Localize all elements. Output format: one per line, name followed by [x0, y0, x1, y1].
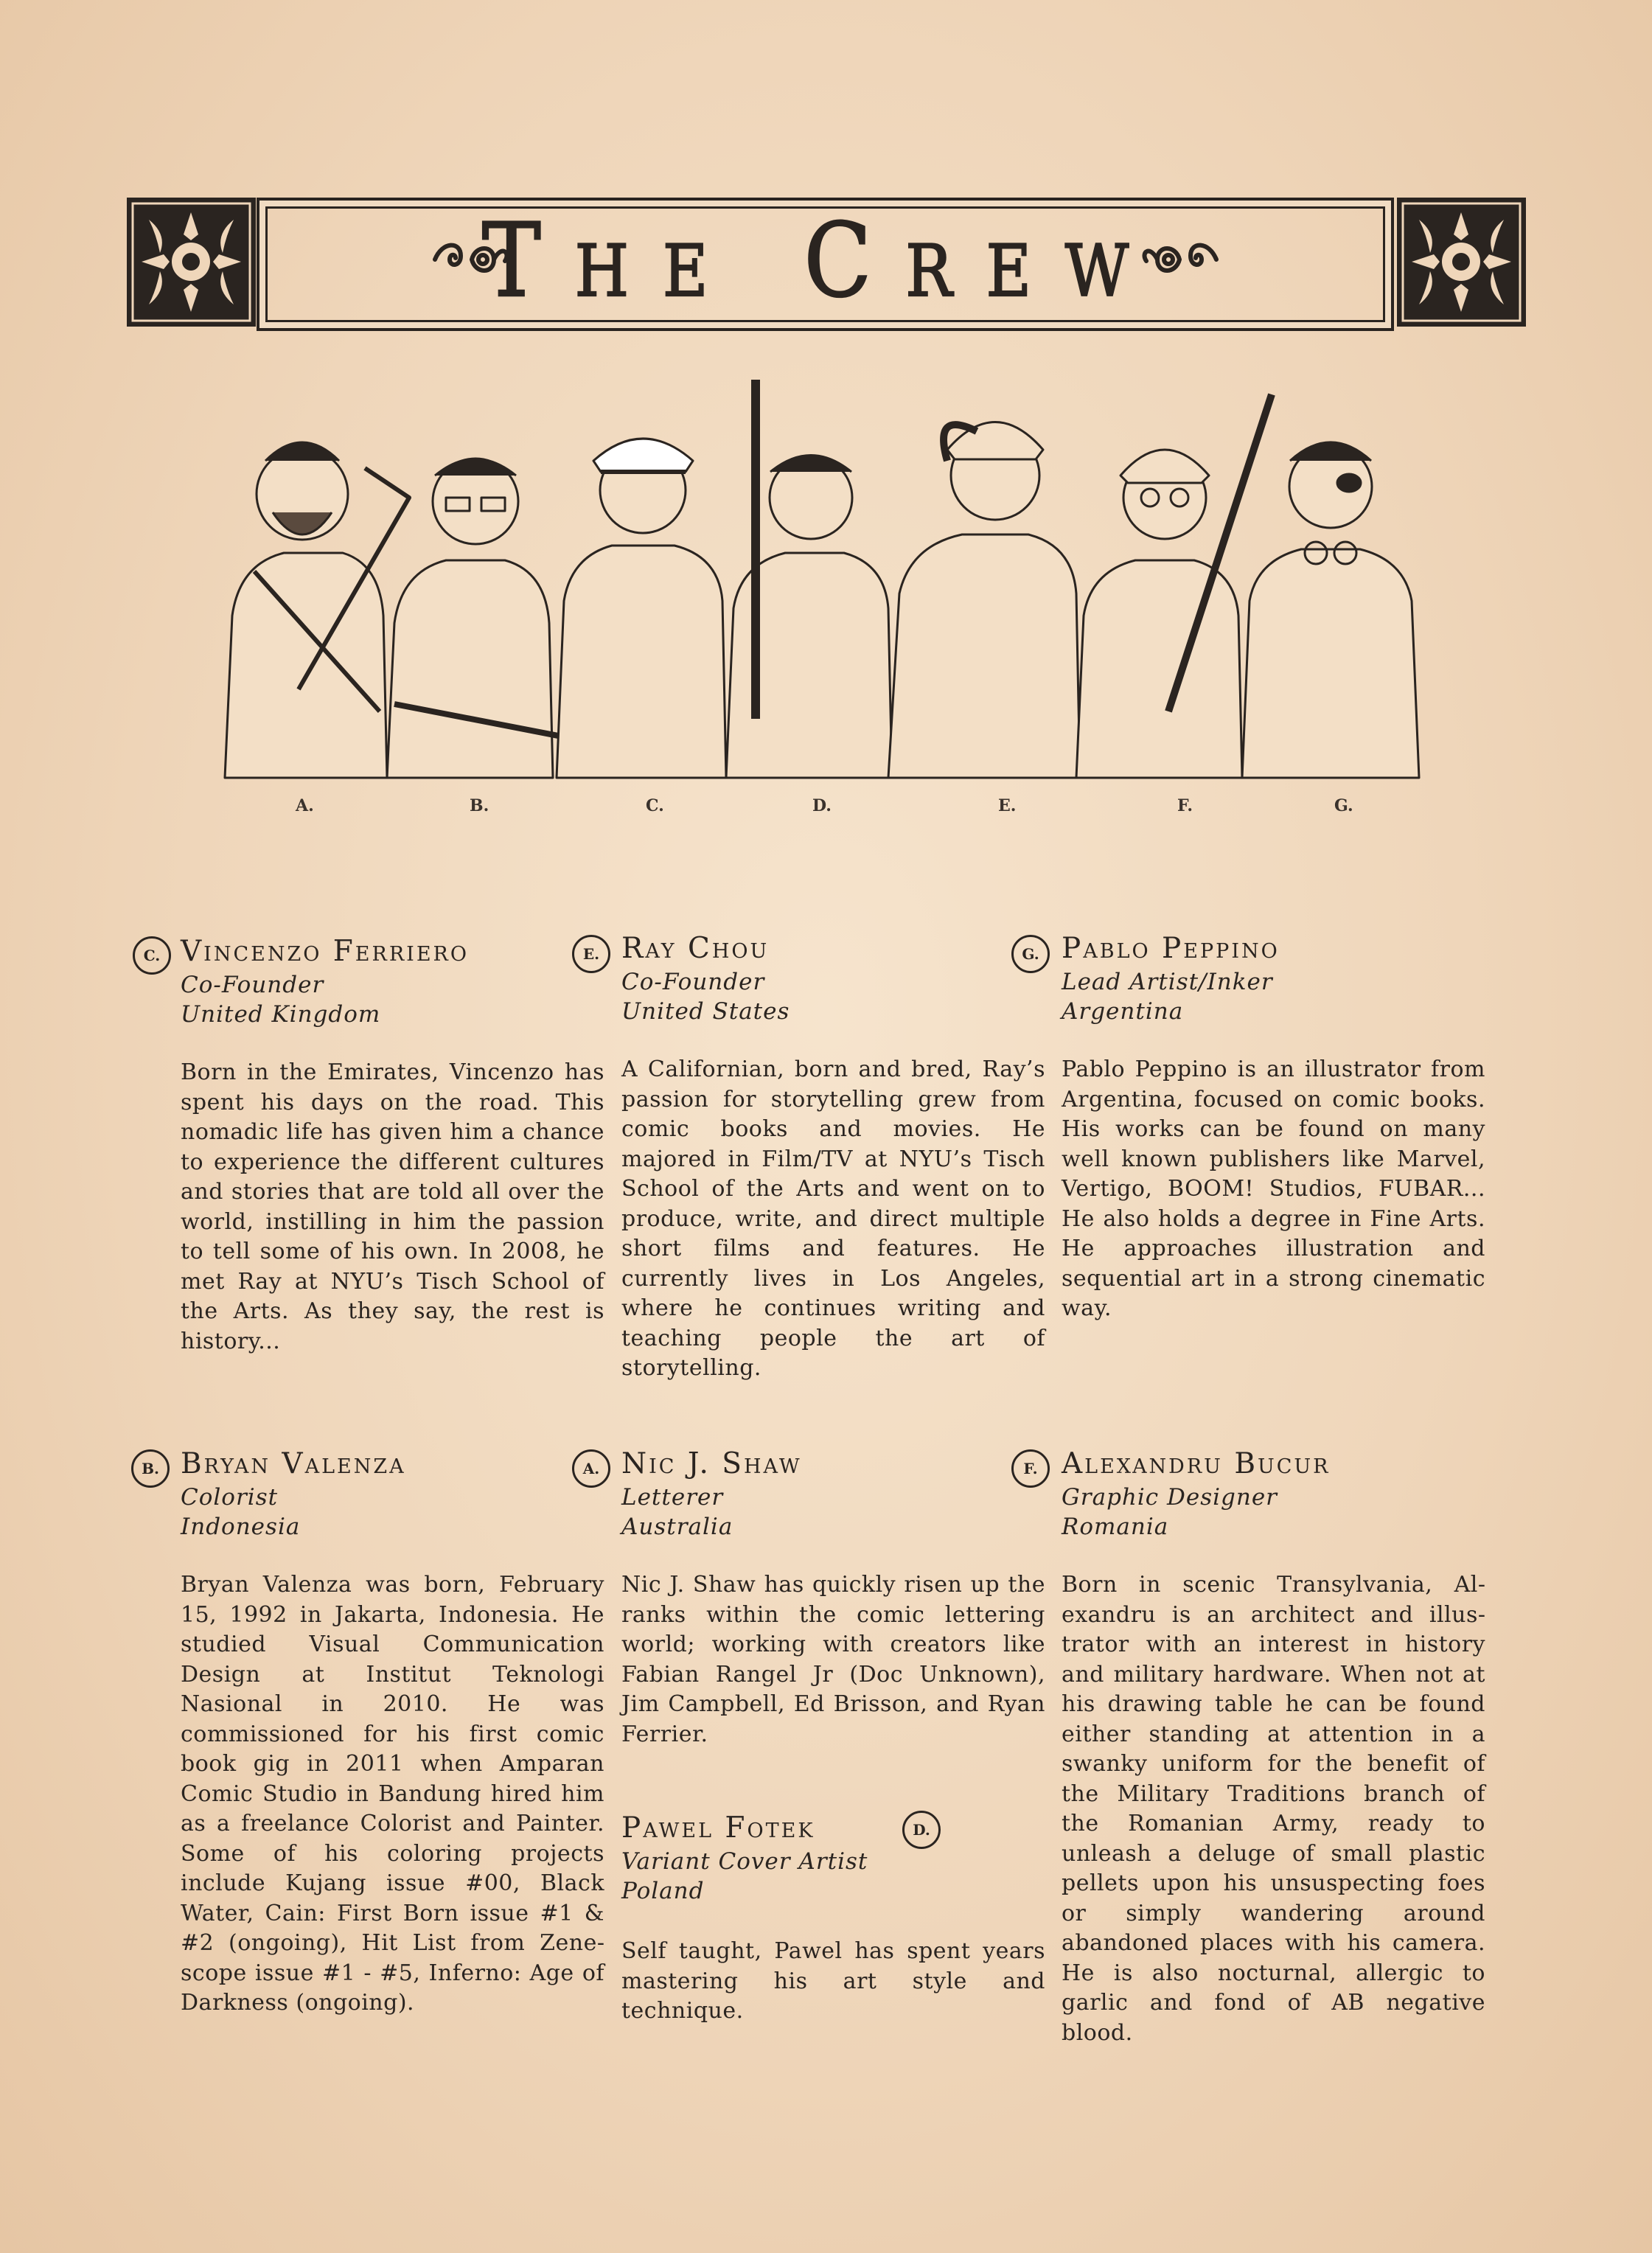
role-pablo: Lead Artist/Inker: [1062, 969, 1273, 995]
country-vincenzo: United Kingdom: [181, 1001, 381, 1028]
country-nic: Australia: [621, 1514, 733, 1540]
crew-illustration: [210, 380, 1449, 781]
bio-pablo: Pablo Peppino is an illustrator from Argentina, focused on comic books. His works can be found on many well known publishers like Marvel, Vertigo, BOOM! Studios, FUBAR... He also holds a degree in Fine Arts. He approaches illustration and sequential art in a strong cinematic way.: [1062, 1056, 1485, 1321]
role-ray: Co-Founder: [621, 969, 765, 995]
bio-ray: A Californian, born and bred, Ray’s passion for storytelling grew from comic books and movies. He majored in Film/TV at NYU’s Tisch School of the Arts and went on to produce, write, and direct multiple short films and features. He currently lives in Los Angeles, where he continues writing and teaching people the art of storytelling.: [621, 1056, 1045, 1381]
bio-bryan: Bryan Valenza was born, February 15, 1992 in Jakarta, Indonesia. He studied Visual Communication Design at Institut Teknologi Nasional in 2010. He was commissioned for his first comic book gig in 2011 when Amparan Comic Studio in Bandung hired him as a freelance Colorist and Painter. Some of his coloring projects include Kujang issue #00, Black Water, Cain: First Born issue #1 & #2 (ongoing), Hit List from Zenescope issue #1 - #5, Inferno: Age of Darkness (ongoing).: [181, 1572, 604, 2016]
ornament-tile-right: [1397, 198, 1526, 327]
bio-pawel: Self taught, Pawel has spent years mastering his art style and technique.: [621, 1938, 1045, 2024]
figure-e: [888, 422, 1080, 779]
country-pablo: Argentina: [1062, 998, 1184, 1025]
role-bryan: Colorist: [181, 1484, 279, 1511]
figure-label-a: A.: [296, 796, 314, 815]
name-vincenzo: Vincenzo Ferriero: [181, 935, 470, 968]
page-title: The Crew: [481, 202, 1163, 321]
figure-label-b: B.: [470, 796, 489, 815]
bio-alexandru: Born in scenic Transylvania, Alexandru is an architect and illustrator with an interest in history and military hardware. When not at his drawing table he can be found either standing at attention in a swanky uniform for the benefit of the Military Traditions branch of the Romanian Army, ready to unleash a deluge of small plastic pellets upon his unsuspecting foes or simply wandering around abandoned places with his camera. He is also nocturnal, allergic to garlic and fond of AB negative blood.: [1062, 1572, 1485, 2046]
badge-pawel: D.: [902, 1811, 941, 1849]
name-nic: Nic J. Shaw: [621, 1447, 802, 1480]
country-alexandru: Romania: [1062, 1514, 1169, 1540]
badge-pablo: G.: [1011, 935, 1050, 973]
name-pawel: Pawel Fotek: [621, 1811, 815, 1845]
name-alexandru: Alexandru Bucur: [1062, 1447, 1331, 1480]
figure-f: [1076, 394, 1272, 778]
figure-d: [726, 380, 892, 778]
name-bryan: Bryan Valenza: [181, 1447, 406, 1480]
bio-nic: Nic J. Shaw has quickly risen up the ranks within the comic lettering world; working with creators like Fabian Rangel Jr (Doc Unknown), Jim Campbell, Ed Brisson, and Ryan Ferrier.: [621, 1572, 1045, 1747]
figure-label-f: F.: [1177, 796, 1193, 815]
name-pablo: Pablo Peppino: [1062, 932, 1280, 965]
figure-g: [1242, 442, 1419, 778]
figure-label-g: G.: [1334, 796, 1353, 815]
name-ray: Ray Chou: [621, 932, 770, 965]
role-vincenzo: Co-Founder: [181, 972, 324, 998]
role-alexandru: Graphic Designer: [1062, 1484, 1278, 1511]
bio-vincenzo: Born in the Emirates, Vincenzo has spent his days on the road. This nomadic life has given him a chance to experience the different cultures and stories that are told all over the world, instilling in him the passion to tell some of his own. In 2008, he met Ray at NYU’s Tisch School of the Arts. As they say, the rest is history...: [181, 1059, 604, 1354]
country-ray: United States: [621, 998, 790, 1025]
country-bryan: Indonesia: [181, 1514, 301, 1540]
badge-ray: E.: [572, 935, 610, 973]
badge-alexandru: F.: [1011, 1449, 1050, 1488]
badge-vincenzo: C.: [133, 936, 171, 975]
figure-label-c: C.: [646, 796, 664, 815]
figure-label-e: E.: [998, 796, 1017, 815]
flourish-right-icon: [1139, 237, 1220, 282]
country-pawel: Poland: [621, 1878, 705, 1904]
role-nic: Letterer: [621, 1484, 724, 1511]
badge-bryan: B.: [131, 1449, 170, 1488]
figure-c: [557, 439, 726, 778]
figure-label-d: D.: [812, 796, 832, 815]
figure-a: [225, 442, 409, 778]
badge-nic: A.: [572, 1449, 610, 1488]
ornament-tile-left: [127, 198, 256, 327]
role-pawel: Variant Cover Artist: [621, 1848, 868, 1875]
